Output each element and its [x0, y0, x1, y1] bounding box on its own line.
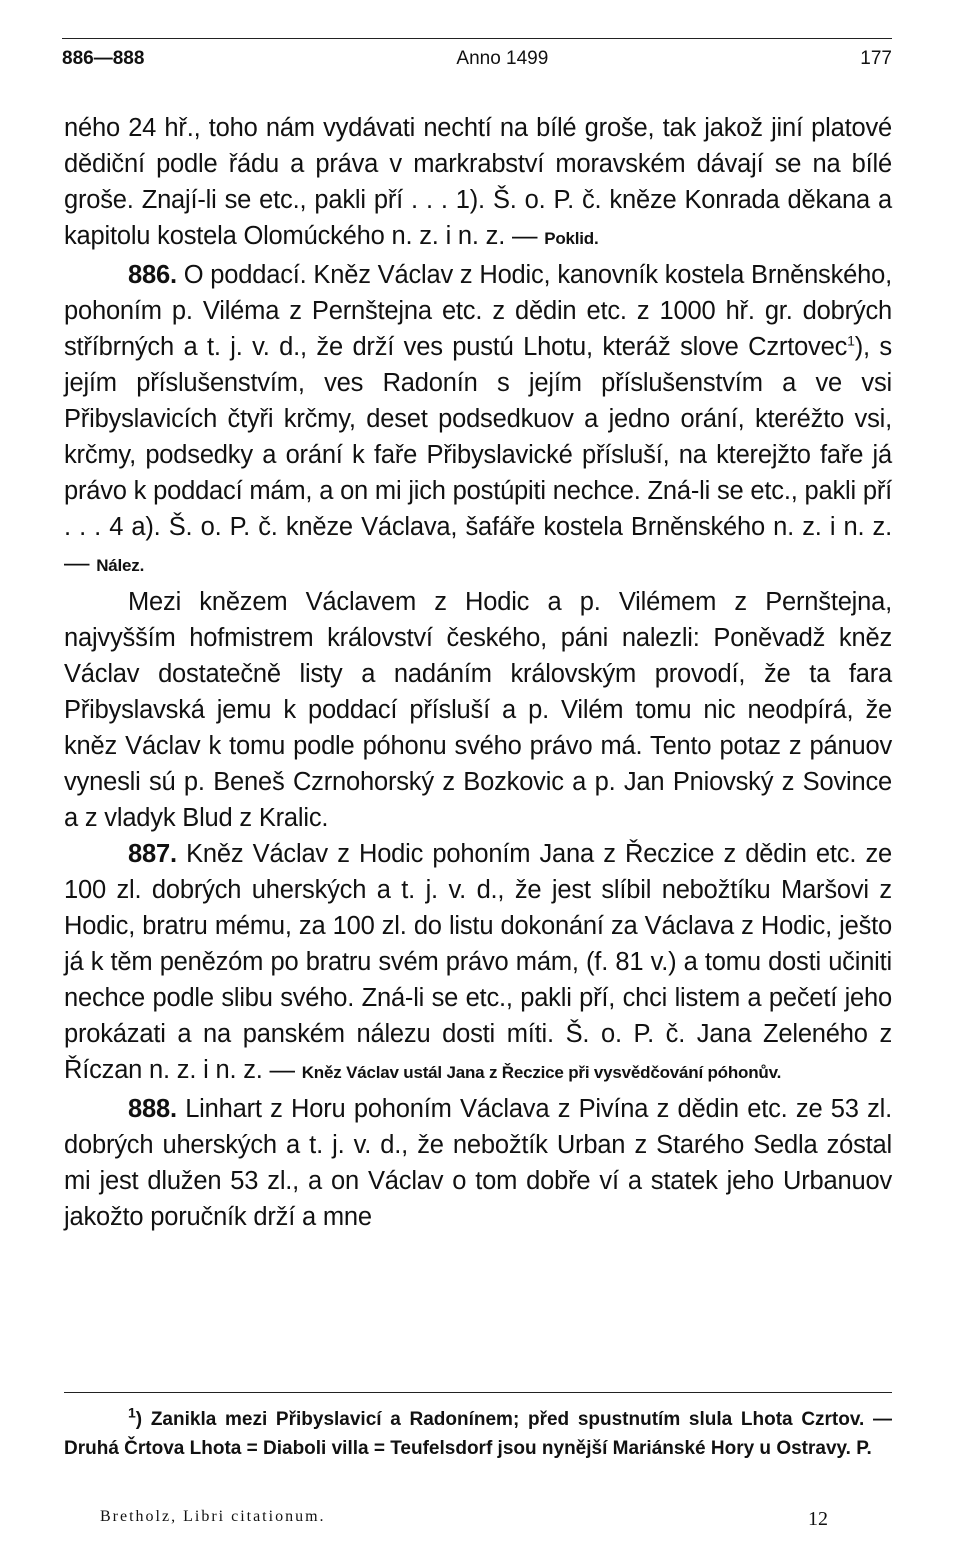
entry-887	[64, 836, 892, 1091]
verdict-label: Nález.	[96, 556, 145, 575]
entry-text: Kněz Václav z Hodic pohoním Jana z Řeczice z dědin etc. ze 100 zl. dobrých uherských a t. j. v. d., že jest slíbil nebožtíku Maršovi z Hodic, bratru mému, za 100 zl. do listu dokonání za Václava z Hodic, ješto já k těm penězóm po bratru svém právo mám, (f. 81 v.) a tomu dosti učiniti nechce podle slibu svého. Zná-li se etc., pakli pří, chci listem a pečetí jeho prokázati a na panském nálezu dosti míti. Š. o. P. č. Jana Zeleného z Říczan n. z. i n. z. —	[64, 840, 892, 1084]
entry-number: 886.	[128, 261, 177, 289]
entry-886	[64, 257, 892, 584]
running-header	[62, 44, 892, 74]
footnote-ref: 1	[847, 332, 855, 349]
book-title: Bretholz, Libri citationum.	[100, 1508, 326, 1525]
entry-text: ), s jejím příslušenstvím, ves Radonín s jejím příslušenstvím a ve vsi Přibyslavicích čtyři krčmy, deset podsedkuov a jedno orání, kteréžto vsi, krčmy, podsedky a orání k faře Přibyslavické přísluší, na kterejžto faře já právo k poddací mám, a on mi jich postúpiti nechce. Zná-li se etc., pakli pří . . . 4 a). Š. o. P. č. kněze Václava, šafáře kostela Brněnského n. z. i n. z. —	[64, 333, 892, 577]
entry-number: 887.	[128, 840, 177, 868]
entry-text: O poddací. Kněz Václav z Hodic, kanovník kostela Brněnského, pohoním p. Viléma z Pernštejna etc. z dědin etc. z 1000 hř. gr. dobrých stříbrných a t. j. v. d., že drží ves pustú Lhotu, kteráž slove Czrtovec	[64, 261, 892, 361]
year-heading: Anno 1499	[456, 48, 549, 69]
header-rule	[62, 38, 892, 39]
entry-number: 888.	[128, 1095, 177, 1123]
page-number: 177	[860, 48, 892, 69]
paragraph-text: ného 24 hř., toho nám vydávati nechtí na bílé groše, tak jakož jiní platové dědiční podle řádu a práva v markrabství moravském dávají se na bílé groše. Znají-li se etc., pakli pří . . . 1). Š. o. P. č. kněze Konrada děkana a kapitolu kostela Olomúckého n. z. i n. z. —	[64, 114, 892, 250]
entry-888	[64, 1091, 892, 1235]
entry-range: 886—888	[62, 48, 145, 69]
verdict-label: Poklid.	[544, 229, 599, 248]
footnote-mark: 1	[128, 1404, 136, 1421]
entry-886-verdict: Mezi knězem Václavem z Hodic a p. Vilémem z Pernštejna, najvyšším hofmistrem království českého, páni nalezli: Poněvadž kněz Václav dostatečně listy a nadáním královským provodí, že ta fara Přibyslavská jemu k poddací přísluší a p. Vilém tomu nic neodpírá, že kněz Václav k tomu podle póhonu svého právo má. Tento potaz z pánuov vynesli sú p. Beneš Czrnohorský z Bozkovic a p. Jan Pniovský z Sovince a z vladyk Blud z Kralic.	[64, 588, 892, 832]
footnote	[64, 1405, 892, 1463]
verdict-label: Kněz Václav ustál Jana z Řeczice při vysvědčování póhonův.	[301, 1063, 782, 1082]
paragraph-continuation	[64, 110, 892, 257]
page-footer	[100, 1508, 828, 1531]
entry-text: Linhart z Horu pohoním Václava z Pivína z dědin etc. ze 53 zl. dobrých uherských a t. j. v. d., že nebožtík Urban z Starého Sedla zóstal mi jest dlužen 53 zl., a on Václav o tom dobře ví a statek jeho Urbanuov jakožto poručník drží a mne	[64, 1095, 892, 1231]
signature-mark: 12	[808, 1508, 828, 1530]
footnote-text: ) Zanikla mezi Přibyslavicí a Radonínem; před spustnutím slula Lhota Czrtov. — Druhá Črtova Lhota = Diaboli villa = Teufelsdorf jsou nynější Mariánské Hory u Ostravy. P.	[64, 1409, 892, 1459]
main-text	[64, 110, 892, 1235]
footnote-rule	[64, 1392, 892, 1393]
footnote-paragraph	[64, 1405, 892, 1463]
